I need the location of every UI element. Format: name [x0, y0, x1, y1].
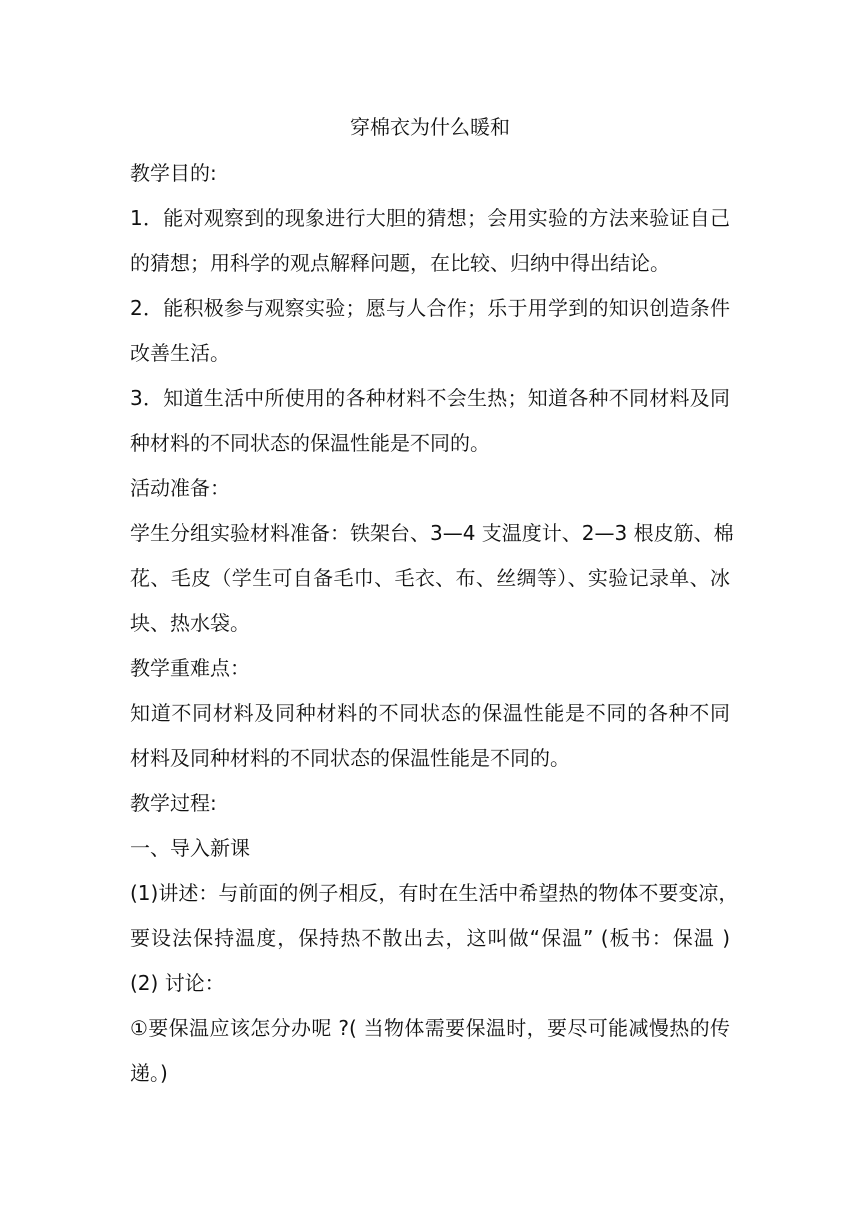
paragraph-line: 块、热水袋。	[130, 611, 250, 635]
paragraph-line: 学生分组实验材料准备：铁架台、3—4 支温度计、2—3 根皮筋、棉	[130, 521, 734, 545]
paragraph-line: 知道不同材料及同种材料的不同状态的保温性能是不同的各种不同	[130, 701, 730, 725]
heading-intro: 一、导入新课	[130, 836, 250, 860]
paragraph-line: 花、毛皮（学生可自备毛巾、毛衣、布、丝绸等）、实验记录单、冰	[130, 566, 730, 590]
document-title: 穿棉衣为什么暖和	[350, 115, 510, 139]
paragraph-line: 的猜想；用科学的观点解释问题，在比较、归纳中得出结论。	[130, 251, 670, 275]
paragraph-line: 递。)	[130, 1061, 168, 1085]
paragraph-line: 1．能对观察到的现象进行大胆的猜想；会用实验的方法来验证自己	[130, 206, 730, 230]
heading-activity-prep: 活动准备：	[130, 476, 230, 500]
heading-teaching-process: 教学过程:	[130, 791, 217, 815]
paragraph-line: 3．知道生活中所使用的各种材料不会生热；知道各种不同材料及同	[130, 386, 730, 410]
paragraph-line: 2．能积极参与观察实验；愿与人合作；乐于用学到的知识创造条件	[130, 296, 730, 320]
paragraph-line: (1)讲述：与前面的例子相反，有时在生活中希望热的物体不要变凉，	[130, 881, 739, 905]
paragraph-line: (2) 讨论：	[130, 971, 225, 995]
paragraph-line: 材料及同种材料的不同状态的保温性能是不同的。	[130, 746, 570, 770]
heading-teaching-goals: 教学目的:	[130, 161, 217, 185]
heading-key-points: 教学重难点：	[130, 656, 250, 680]
paragraph-line: 要设法保持温度，保持热不散出去，这叫做“保温” (板书：保温 )	[130, 926, 730, 950]
paragraph-line: ①要保温应该怎分办呢 ?( 当物体需要保温时，要尽可能减慢热的传	[130, 1016, 730, 1040]
paragraph-line: 改善生活。	[130, 341, 230, 365]
paragraph-line: 种材料的不同状态的保温性能是不同的。	[130, 431, 490, 455]
